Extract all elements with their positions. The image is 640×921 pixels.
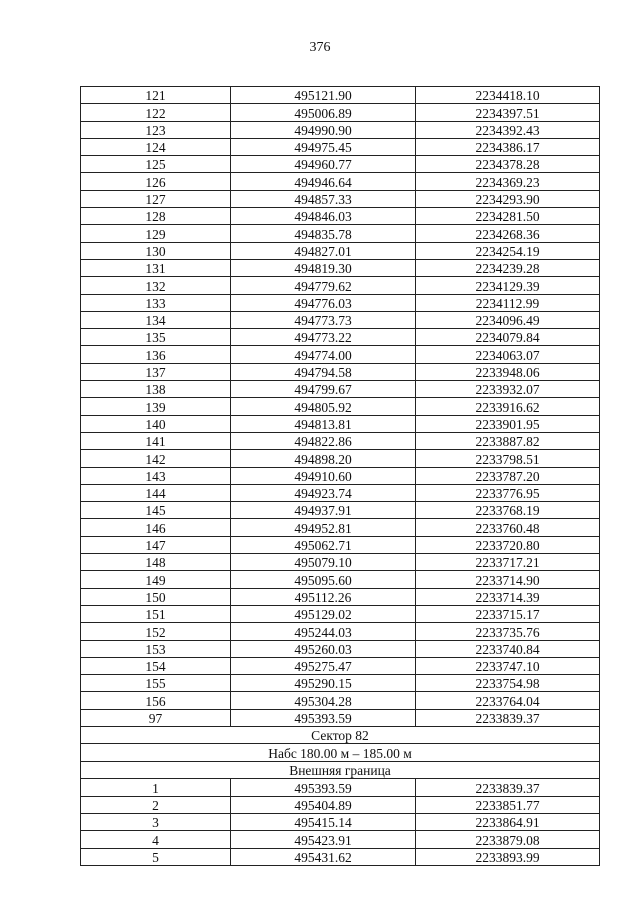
y-coordinate-cell: 2234239.28 xyxy=(416,259,600,276)
x-coordinate-cell: 494960.77 xyxy=(231,156,416,173)
y-coordinate-cell: 2234063.07 xyxy=(416,346,600,363)
table-row xyxy=(81,294,600,311)
coordinates-table-body-a xyxy=(81,87,600,727)
y-coordinate-cell: 2233787.20 xyxy=(416,467,600,484)
table-row xyxy=(81,363,600,380)
sector-title: Сектор 82 xyxy=(81,726,600,744)
table-row xyxy=(81,623,600,640)
boundary-title: Внешняя граница xyxy=(81,761,600,779)
y-coordinate-cell: 2233764.04 xyxy=(416,692,600,709)
x-coordinate-cell: 495095.60 xyxy=(231,571,416,588)
x-coordinate-cell: 494898.20 xyxy=(231,450,416,467)
table-row xyxy=(81,484,600,501)
y-coordinate-cell: 2233893.99 xyxy=(416,848,600,865)
x-coordinate-cell: 495062.71 xyxy=(231,536,416,553)
table-row xyxy=(81,779,600,796)
point-number-cell: 123 xyxy=(81,121,231,138)
table-row xyxy=(81,156,600,173)
table-row xyxy=(81,831,600,848)
point-number-cell: 97 xyxy=(81,709,231,726)
point-number-cell: 149 xyxy=(81,571,231,588)
table-row xyxy=(81,588,600,605)
table-row xyxy=(81,692,600,709)
y-coordinate-cell: 2233768.19 xyxy=(416,502,600,519)
table-row xyxy=(81,208,600,225)
x-coordinate-cell: 494822.86 xyxy=(231,432,416,449)
x-coordinate-cell: 495290.15 xyxy=(231,675,416,692)
y-coordinate-cell: 2233948.06 xyxy=(416,363,600,380)
x-coordinate-cell: 495260.03 xyxy=(231,640,416,657)
table-row xyxy=(81,415,600,432)
point-number-cell: 136 xyxy=(81,346,231,363)
point-number-cell: 2 xyxy=(81,796,231,813)
point-number-cell: 151 xyxy=(81,605,231,622)
table-row xyxy=(81,554,600,571)
point-number-cell: 153 xyxy=(81,640,231,657)
x-coordinate-cell: 495244.03 xyxy=(231,623,416,640)
x-coordinate-cell: 495079.10 xyxy=(231,554,416,571)
y-coordinate-cell: 2234112.99 xyxy=(416,294,600,311)
table-row xyxy=(81,814,600,831)
y-coordinate-cell: 2234378.28 xyxy=(416,156,600,173)
point-number-cell: 4 xyxy=(81,831,231,848)
y-coordinate-cell: 2234397.51 xyxy=(416,104,600,121)
y-coordinate-cell: 2233714.39 xyxy=(416,588,600,605)
x-coordinate-cell: 495423.91 xyxy=(231,831,416,848)
point-number-cell: 148 xyxy=(81,554,231,571)
y-coordinate-cell: 2233839.37 xyxy=(416,709,600,726)
point-number-cell: 156 xyxy=(81,692,231,709)
table-row xyxy=(81,381,600,398)
y-coordinate-cell: 2233776.95 xyxy=(416,484,600,501)
point-number-cell: 142 xyxy=(81,450,231,467)
boundary-title-row xyxy=(81,761,600,779)
x-coordinate-cell: 495393.59 xyxy=(231,709,416,726)
point-number-cell: 140 xyxy=(81,415,231,432)
y-coordinate-cell: 2233760.48 xyxy=(416,519,600,536)
table-row xyxy=(81,640,600,657)
y-coordinate-cell: 2233714.90 xyxy=(416,571,600,588)
x-coordinate-cell: 494774.00 xyxy=(231,346,416,363)
x-coordinate-cell: 494975.45 xyxy=(231,138,416,155)
table-row xyxy=(81,657,600,674)
x-coordinate-cell: 495112.26 xyxy=(231,588,416,605)
coordinates-table xyxy=(80,86,600,866)
table-row xyxy=(81,190,600,207)
y-coordinate-cell: 2234079.84 xyxy=(416,329,600,346)
x-coordinate-cell: 494794.58 xyxy=(231,363,416,380)
table-row xyxy=(81,346,600,363)
x-coordinate-cell: 495431.62 xyxy=(231,848,416,865)
x-coordinate-cell: 495404.89 xyxy=(231,796,416,813)
x-coordinate-cell: 494835.78 xyxy=(231,225,416,242)
point-number-cell: 139 xyxy=(81,398,231,415)
y-coordinate-cell: 2233879.08 xyxy=(416,831,600,848)
x-coordinate-cell: 494923.74 xyxy=(231,484,416,501)
point-number-cell: 121 xyxy=(81,87,231,104)
x-coordinate-cell: 494990.90 xyxy=(231,121,416,138)
table-row xyxy=(81,87,600,104)
x-coordinate-cell: 494827.01 xyxy=(231,242,416,259)
table-row xyxy=(81,329,600,346)
x-coordinate-cell: 495393.59 xyxy=(231,779,416,796)
x-coordinate-cell: 494805.92 xyxy=(231,398,416,415)
point-number-cell: 141 xyxy=(81,432,231,449)
x-coordinate-cell: 494910.60 xyxy=(231,467,416,484)
sector-height-row xyxy=(81,744,600,762)
point-number-cell: 145 xyxy=(81,502,231,519)
page-number: 376 xyxy=(309,40,331,55)
table-row xyxy=(81,502,600,519)
table-row xyxy=(81,104,600,121)
point-number-cell: 132 xyxy=(81,277,231,294)
x-coordinate-cell: 494813.81 xyxy=(231,415,416,432)
table-row xyxy=(81,709,600,726)
point-number-cell: 3 xyxy=(81,814,231,831)
y-coordinate-cell: 2233932.07 xyxy=(416,381,600,398)
point-number-cell: 150 xyxy=(81,588,231,605)
point-number-cell: 125 xyxy=(81,156,231,173)
point-number-cell: 143 xyxy=(81,467,231,484)
table-row xyxy=(81,796,600,813)
table-row xyxy=(81,242,600,259)
sector-header xyxy=(81,726,600,779)
table-row xyxy=(81,259,600,276)
y-coordinate-cell: 2233901.95 xyxy=(416,415,600,432)
point-number-cell: 138 xyxy=(81,381,231,398)
point-number-cell: 124 xyxy=(81,138,231,155)
y-coordinate-cell: 2234293.90 xyxy=(416,190,600,207)
table-row xyxy=(81,450,600,467)
x-coordinate-cell: 494776.03 xyxy=(231,294,416,311)
table-row xyxy=(81,398,600,415)
point-number-cell: 1 xyxy=(81,779,231,796)
y-coordinate-cell: 2233740.84 xyxy=(416,640,600,657)
y-coordinate-cell: 2233715.17 xyxy=(416,605,600,622)
x-coordinate-cell: 495006.89 xyxy=(231,104,416,121)
table-row xyxy=(81,432,600,449)
y-coordinate-cell: 2234268.36 xyxy=(416,225,600,242)
y-coordinate-cell: 2233916.62 xyxy=(416,398,600,415)
table-row xyxy=(81,675,600,692)
y-coordinate-cell: 2233887.82 xyxy=(416,432,600,449)
y-coordinate-cell: 2233735.76 xyxy=(416,623,600,640)
point-number-cell: 137 xyxy=(81,363,231,380)
table-row xyxy=(81,277,600,294)
y-coordinate-cell: 2234386.17 xyxy=(416,138,600,155)
point-number-cell: 154 xyxy=(81,657,231,674)
y-coordinate-cell: 2234281.50 xyxy=(416,208,600,225)
table-row xyxy=(81,605,600,622)
x-coordinate-cell: 494799.67 xyxy=(231,381,416,398)
x-coordinate-cell: 494773.22 xyxy=(231,329,416,346)
point-number-cell: 133 xyxy=(81,294,231,311)
x-coordinate-cell: 494773.73 xyxy=(231,311,416,328)
y-coordinate-cell: 2233798.51 xyxy=(416,450,600,467)
y-coordinate-cell: 2234392.43 xyxy=(416,121,600,138)
table-row xyxy=(81,848,600,865)
point-number-cell: 126 xyxy=(81,173,231,190)
point-number-cell: 127 xyxy=(81,190,231,207)
point-number-cell: 128 xyxy=(81,208,231,225)
y-coordinate-cell: 2233864.91 xyxy=(416,814,600,831)
point-number-cell: 144 xyxy=(81,484,231,501)
point-number-cell: 152 xyxy=(81,623,231,640)
point-number-cell: 131 xyxy=(81,259,231,276)
table-row xyxy=(81,121,600,138)
point-number-cell: 134 xyxy=(81,311,231,328)
table-row xyxy=(81,536,600,553)
point-number-cell: 5 xyxy=(81,848,231,865)
x-coordinate-cell: 495129.02 xyxy=(231,605,416,622)
coordinates-table-body-b xyxy=(81,779,600,865)
table-row xyxy=(81,173,600,190)
point-number-cell: 130 xyxy=(81,242,231,259)
point-number-cell: 129 xyxy=(81,225,231,242)
y-coordinate-cell: 2234369.23 xyxy=(416,173,600,190)
table-row xyxy=(81,311,600,328)
x-coordinate-cell: 495304.28 xyxy=(231,692,416,709)
point-number-cell: 155 xyxy=(81,675,231,692)
y-coordinate-cell: 2233851.77 xyxy=(416,796,600,813)
point-number-cell: 122 xyxy=(81,104,231,121)
x-coordinate-cell: 494937.91 xyxy=(231,502,416,519)
x-coordinate-cell: 495121.90 xyxy=(231,87,416,104)
y-coordinate-cell: 2233717.21 xyxy=(416,554,600,571)
y-coordinate-cell: 2233839.37 xyxy=(416,779,600,796)
x-coordinate-cell: 494846.03 xyxy=(231,208,416,225)
table-row xyxy=(81,225,600,242)
sector-height: Набс 180.00 м – 185.00 м xyxy=(81,744,600,762)
table-row xyxy=(81,571,600,588)
sector-title-row xyxy=(81,726,600,744)
y-coordinate-cell: 2234129.39 xyxy=(416,277,600,294)
y-coordinate-cell: 2234418.10 xyxy=(416,87,600,104)
point-number-cell: 135 xyxy=(81,329,231,346)
x-coordinate-cell: 494857.33 xyxy=(231,190,416,207)
x-coordinate-cell: 494819.30 xyxy=(231,259,416,276)
y-coordinate-cell: 2234254.19 xyxy=(416,242,600,259)
x-coordinate-cell: 494952.81 xyxy=(231,519,416,536)
x-coordinate-cell: 494779.62 xyxy=(231,277,416,294)
y-coordinate-cell: 2234096.49 xyxy=(416,311,600,328)
x-coordinate-cell: 494946.64 xyxy=(231,173,416,190)
table-row xyxy=(81,138,600,155)
x-coordinate-cell: 495275.47 xyxy=(231,657,416,674)
table-row xyxy=(81,519,600,536)
point-number-cell: 146 xyxy=(81,519,231,536)
y-coordinate-cell: 2233720.80 xyxy=(416,536,600,553)
y-coordinate-cell: 2233754.98 xyxy=(416,675,600,692)
x-coordinate-cell: 495415.14 xyxy=(231,814,416,831)
y-coordinate-cell: 2233747.10 xyxy=(416,657,600,674)
table-row xyxy=(81,467,600,484)
point-number-cell: 147 xyxy=(81,536,231,553)
